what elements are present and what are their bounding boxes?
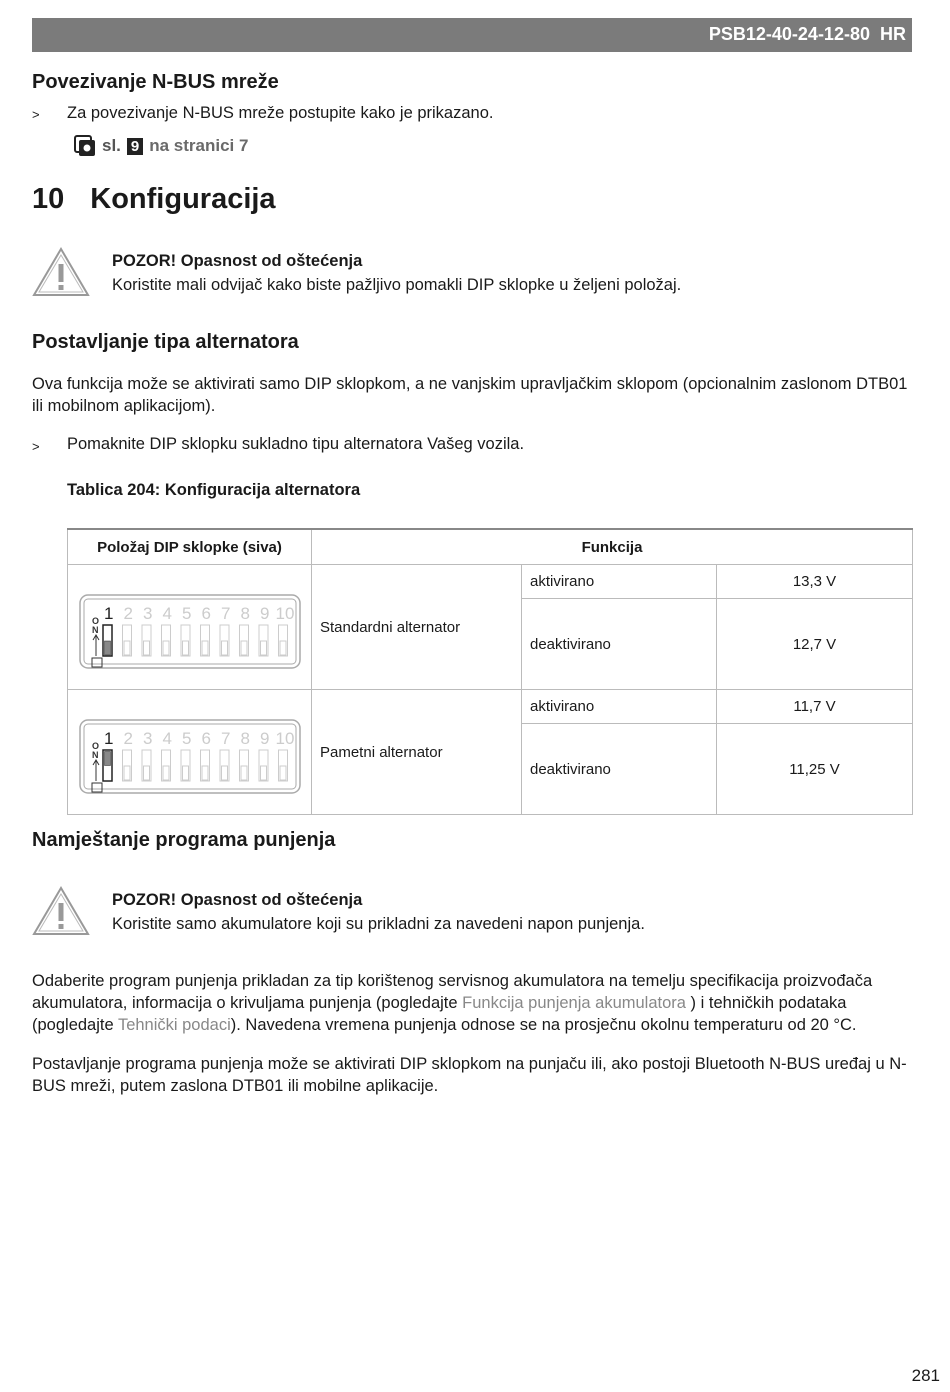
alternator-table xyxy=(67,528,913,815)
dip-number: 1 xyxy=(103,604,113,623)
alternator-paragraph: Ova funkcija može se aktivirati samo DIP sklopkom, a ne vanjskim upravljačkim sklopom (opcionalnim zaslonom DTB01 ili mobilnom aplikacijom). xyxy=(32,375,908,415)
dip-number: 8 xyxy=(240,604,250,623)
ref-page: na stranici 7 xyxy=(149,136,249,155)
dip-on-label-n: N xyxy=(91,750,98,760)
voltage-value: 12,7 V xyxy=(717,599,913,690)
bullet: > xyxy=(32,107,40,122)
col-header-function: Funkcija xyxy=(312,529,913,565)
bullet: > xyxy=(32,439,40,454)
dip-switch-knob xyxy=(221,641,227,655)
dip-switch-knob xyxy=(104,641,110,655)
alternator-heading: Postavljanje tipa alternatora xyxy=(32,331,299,353)
dip-number: 1 xyxy=(103,729,113,748)
nbus-heading: Povezivanje N-BUS mreže xyxy=(32,71,279,93)
table-row xyxy=(68,690,913,724)
dip-switch-knob xyxy=(182,641,188,655)
dip-switch-knob xyxy=(202,766,208,780)
dip-switch-diagram xyxy=(75,578,305,672)
warning1-title: POZOR! Opasnost od oštećenja xyxy=(112,252,363,270)
dip-switch-knob xyxy=(124,766,130,780)
dip-switch-knob xyxy=(241,766,247,780)
ref-prefix: sl. xyxy=(102,136,121,155)
warning2-title: POZOR! Opasnost od oštećenja xyxy=(112,891,363,909)
dip-number: 2 xyxy=(123,729,133,748)
dip-on-label-o: O xyxy=(91,616,99,626)
table-row xyxy=(68,565,913,599)
state-label: deaktivirano xyxy=(522,724,717,815)
dip-switch-knob xyxy=(163,766,169,780)
table-caption: Tablica 204: Konfiguracija alternatora xyxy=(67,481,361,499)
dip-switch-knob xyxy=(143,766,149,780)
dip-marker xyxy=(92,783,102,792)
dip-switch-knob xyxy=(143,641,149,655)
dip-number: 7 xyxy=(220,729,230,748)
doc-title: PSB12-40-24-12-80 xyxy=(708,24,870,44)
text: ). Navedena vremena punjenja odnose se na prosječnu okolnu temperaturu od 20 °C. xyxy=(230,1016,857,1034)
nbus-step: Za povezivanje N-BUS mreže postupite kako je prikazano. xyxy=(67,104,494,122)
figure-reference[interactable] xyxy=(74,135,248,157)
charge-paragraph-2: Postavljanje programa punjenja može se aktivirati DIP sklopkom na punjaču ili, ako postoji Bluetooth N-BUS uređaj u N-BUS mreži, putem zaslona DTB01 ili mobilne aplikacije. xyxy=(32,1055,907,1095)
section-name: Konfiguracija xyxy=(90,183,276,215)
dip-marker xyxy=(92,658,102,667)
arrow-up-icon xyxy=(93,760,99,781)
link-charging-function[interactable]: Funkcija punjenja akumulatora xyxy=(462,994,686,1012)
dip-switch-knob xyxy=(260,766,266,780)
alternator-type: Pametni alternator xyxy=(312,690,522,815)
warning1-text: Koristite mali odvijač kako biste pažljivo pomakli DIP sklopke u željeni položaj. xyxy=(112,276,682,294)
warning2-text: Koristite samo akumulatore koji su prikladni za navedeni napon punjenja. xyxy=(112,915,645,933)
dip-number: 4 xyxy=(162,729,172,748)
dip-number: 10 xyxy=(275,729,294,748)
dip-switch-diagram xyxy=(75,703,305,797)
dip-switch-knob xyxy=(182,766,188,780)
lang-code: HR xyxy=(880,24,906,44)
dip-switch-knob xyxy=(221,766,227,780)
dip-switch-knob xyxy=(241,641,247,655)
dip-cell xyxy=(68,565,312,690)
alternator-step: Pomaknite DIP sklopku sukladno tipu alternatora Vašeg vozila. xyxy=(67,435,525,453)
dip-number: 3 xyxy=(142,604,152,623)
state-label: deaktivirano xyxy=(522,599,717,690)
section-title xyxy=(32,183,276,216)
alternator-type: Standardni alternator xyxy=(312,565,522,690)
dip-number: 7 xyxy=(220,604,230,623)
dip-cell xyxy=(68,690,312,815)
dip-number: 9 xyxy=(259,604,269,623)
dip-switch-knob xyxy=(202,641,208,655)
dip-switch-knob xyxy=(163,641,169,655)
dip-number: 3 xyxy=(142,729,152,748)
dip-switch-knob xyxy=(104,752,110,766)
text: ) i tehničkih podataka (pogledajte xyxy=(32,994,847,1034)
charge-paragraph-1 xyxy=(32,970,912,1036)
warning-icon xyxy=(32,246,90,298)
dip-switch-knob xyxy=(124,641,130,655)
link-technical-data[interactable]: Tehnički podaci xyxy=(117,1016,231,1034)
dip-number: 2 xyxy=(123,604,133,623)
dip-on-label-n: N xyxy=(91,625,98,635)
table-header-row xyxy=(68,529,913,565)
col-header-dip: Položaj DIP sklopke (siva) xyxy=(68,529,312,565)
arrow-up-icon xyxy=(93,635,99,656)
dip-number: 6 xyxy=(201,729,211,748)
dip-number: 6 xyxy=(201,604,211,623)
voltage-value: 13,3 V xyxy=(717,565,913,599)
dip-number: 10 xyxy=(275,604,294,623)
dip-switch-knob xyxy=(260,641,266,655)
charge-heading: Namještanje programa punjenja xyxy=(32,829,336,851)
dip-switch-knob xyxy=(280,641,286,655)
text: Odaberite program punjenja prikladan za tip korištenog servisnog akumulatora na temelju specifikacija proizvođača akumulatora, informacija o krivuljama punjenja (pogledajte xyxy=(32,972,873,1012)
section-number: 10 xyxy=(32,183,65,215)
dip-switch-knob xyxy=(280,766,286,780)
state-label: aktivirano xyxy=(522,565,717,599)
dip-on-label-o: O xyxy=(91,741,99,751)
dip-number: 5 xyxy=(181,604,191,623)
page-header xyxy=(32,18,912,52)
camera-icon xyxy=(74,135,96,157)
voltage-value: 11,7 V xyxy=(717,690,913,724)
voltage-value: 11,25 V xyxy=(717,724,913,815)
dip-number: 8 xyxy=(240,729,250,748)
state-label: aktivirano xyxy=(522,690,717,724)
warning-icon xyxy=(32,885,90,937)
page-number: 281 xyxy=(911,1366,940,1385)
dip-number: 9 xyxy=(259,729,269,748)
dip-number: 5 xyxy=(181,729,191,748)
dip-number: 4 xyxy=(162,604,172,623)
figure-number: 9 xyxy=(127,138,143,155)
